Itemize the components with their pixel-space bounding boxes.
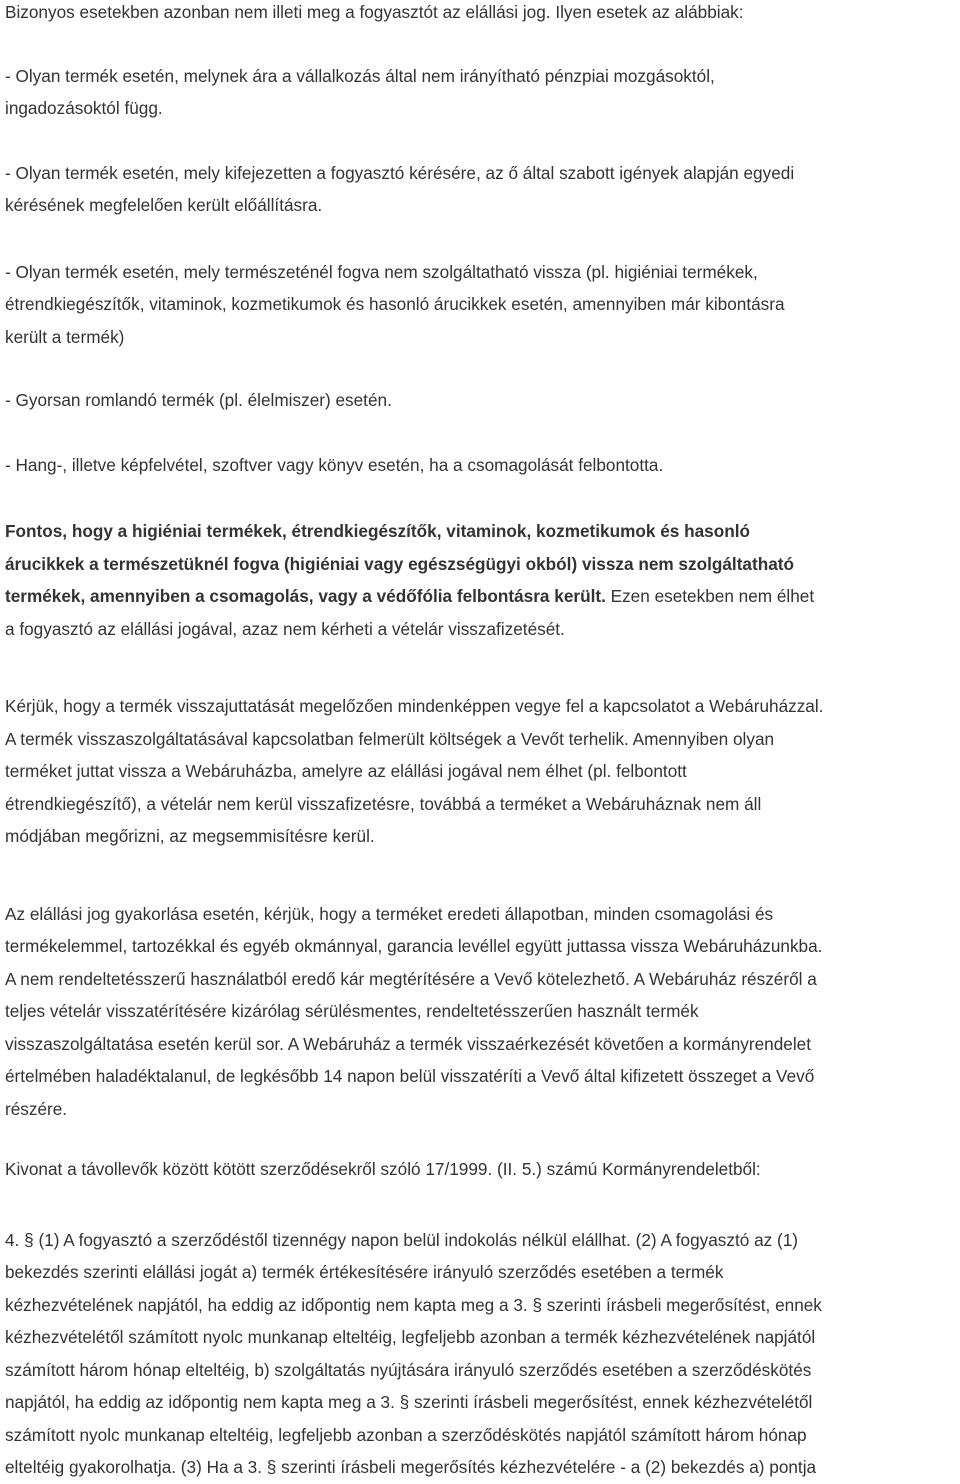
text-line [5, 1289, 960, 1322]
text: Kérjük, hogy a termék visszajuttatását megelőzően mindenképpen vegye fel a kapcsolatot a Webáruházzal. [5, 696, 824, 716]
text-line [5, 92, 960, 125]
text-line [5, 1321, 960, 1354]
text-line [5, 189, 960, 222]
text-line [5, 1256, 960, 1289]
text-line [5, 930, 960, 963]
text-line [5, 256, 960, 289]
paragraph [5, 60, 960, 125]
text: A nem rendeltetésszerű használatból eredő kár megtérítésére a Vevő kötelezhető. A Webáruház részéről a [5, 968, 817, 989]
text: Ezen esetekben nem élhet [605, 586, 815, 606]
text: étrendkiegészítők, vitaminok, kozmetikumok és hasonló árucikkek esetén, amennyiben már kibontásra [5, 294, 785, 314]
text: 4. § (1) A fogyasztó a szerződéstől tizennégy napon belül indokolás nélkül elállhat. (2) A fogyasztó az (1) [5, 1229, 799, 1250]
text: étrendkiegészítő), a vételár nem kerül visszafizetésre, továbbá a terméket a Webáruháznak nem áll [5, 793, 762, 814]
text-line [5, 384, 960, 417]
text: a fogyasztó az elállási jogával, azaz nem kérheti a vételár visszafizetését. [5, 618, 565, 639]
text: - Gyorsan romlandó termék (pl. élelmiszer) esetén. [5, 390, 392, 410]
text-line [5, 1386, 960, 1419]
text: Az elállási jog gyakorlása esetén, kérjük, hogy a terméket eredeti állapotban, minden csomagolási és [5, 903, 774, 924]
text-line [5, 1419, 960, 1452]
text: teljes vételár visszatérítésére kizárólag sérülésmentes, rendeltetésszerűen használt termék [5, 1001, 699, 1021]
text: - Olyan termék esetén, mely kifejezetten a fogyasztó kérésére, az ő által szabott igények alapján egyedi [5, 162, 795, 183]
paragraph [5, 0, 960, 29]
paragraph [5, 898, 960, 1126]
text-line [5, 288, 960, 321]
text-line [5, 548, 960, 581]
paragraph [5, 157, 960, 222]
text-line [5, 321, 960, 354]
text: visszaszolgáltatása esetén kerül sor. A Webáruház a termék visszaérkezését követően a kormányrendelet [5, 1033, 811, 1054]
text-line [5, 723, 960, 756]
text-line [5, 963, 960, 996]
paragraph [5, 690, 960, 853]
text-line [5, 580, 960, 613]
text: részére. [5, 1098, 68, 1119]
bold-text: Fontos, hogy a higiéniai termékek, étrendkiegészítők, vitaminok, kozmetikumok és hasonló [5, 521, 750, 541]
text-line [5, 1451, 960, 1484]
text-line [5, 1060, 960, 1093]
text-line [5, 755, 960, 788]
text: - Hang-, illetve képfelvétel, szoftver vagy könyv esetén, ha a csomagolását felbontotta. [5, 454, 664, 475]
text-line [5, 898, 960, 931]
text: kézhezvételétől számított nyolc munkanap elteltéig, legfeljebb azonban a termék kézhezvételének napjától [5, 1327, 816, 1347]
text: kérésének megfelelően került előállításra. [5, 195, 323, 215]
paragraph [5, 1153, 960, 1186]
text-line [5, 157, 960, 190]
text: került a termék) [5, 326, 125, 347]
document-page [5, 0, 960, 1484]
text: Bizonyos esetekben azonban nem illeti meg a fogyasztót az elállási jog. Ilyen esetek az alábbiak: [5, 2, 744, 22]
text: értelmében haladéktalanul, de legkésőbb 14 napon belül visszatéríti a Vevő által kifizetett összeget a Vevő [5, 1066, 815, 1086]
document-body [5, 0, 960, 1484]
text-line [5, 1354, 960, 1387]
paragraph [5, 1224, 960, 1484]
text-line [5, 613, 960, 646]
text-line [5, 515, 960, 548]
text-line [5, 820, 960, 853]
text: számított nyolc munkanap elteltéig, legfeljebb azonban a szerződéskötés napjától számított három hónap [5, 1424, 807, 1445]
text: kézhezvételének napjától, ha eddig az időpontig nem kapta meg a 3. § szerinti írásbeli megerősítést, ennek [5, 1294, 822, 1315]
paragraph [5, 256, 960, 354]
text: Kivonat a távollevők között kötött szerződésekről szóló 17/1999. (II. 5.) számú Kormányrendeletből: [5, 1159, 761, 1179]
text: ingadozásoktól függ. [5, 98, 163, 118]
text: - Olyan termék esetén, mely természeténél fogva nem szolgáltatható vissza (pl. higiéniai termékek, [5, 261, 758, 282]
text-line [5, 0, 960, 29]
text-line [5, 995, 960, 1028]
text-line [5, 690, 960, 723]
text-line [5, 1153, 960, 1186]
text-line [5, 1093, 960, 1126]
text: számított három hónap elteltéig, b) szolgáltatás nyújtására irányuló szerződés esetében a szerződéskötés [5, 1359, 812, 1380]
bold-text: árucikkek a természetüknél fogva (higiéniai vagy egészségügyi okból) vissza nem szolgáltatható [5, 553, 794, 574]
text-line [5, 449, 960, 482]
paragraph [5, 449, 960, 482]
text: terméket juttat vissza a Webáruházba, amelyre az elállási jogával nem élhet (pl. felbontott [5, 761, 687, 781]
paragraph [5, 384, 960, 417]
text: bekezdés szerinti elállási jogát a) termék értékesítésére irányuló szerződés esetében a termék [5, 1262, 724, 1282]
text: A termék visszaszolgáltatásával kapcsolatban felmerült költségek a Vevőt terhelik. Amennyiben olyan [5, 728, 775, 749]
text-line [5, 1028, 960, 1061]
paragraph [5, 515, 960, 645]
text-line [5, 788, 960, 821]
text: módjában megőrizni, az megsemmisítésre kerül. [5, 826, 375, 846]
text: - Olyan termék esetén, melynek ára a vállalkozás által nem irányítható pénzpiai mozgásoktól, [5, 65, 715, 86]
text: elteltéig gyakorolhatja. (3) Ha a 3. § szerinti írásbeli megerősítés kézhezvételére - a (2) bekezdés a) pontja [5, 1457, 817, 1477]
bold-text: termékek, amennyiben a csomagolás, vagy a védőfólia felbontásra került. [5, 586, 606, 606]
text: napjától, ha eddig az időpontig nem kapta meg a 3. § szerinti írásbeli megerősítést, ennek kézhezvételétől [5, 1392, 813, 1412]
text-line [5, 1224, 960, 1257]
text: termékelemmel, tartozékkal és egyéb okmánnyal, garancia levéllel együtt juttassa vissza Webáruházunkba. [5, 936, 823, 956]
text-line [5, 60, 960, 93]
